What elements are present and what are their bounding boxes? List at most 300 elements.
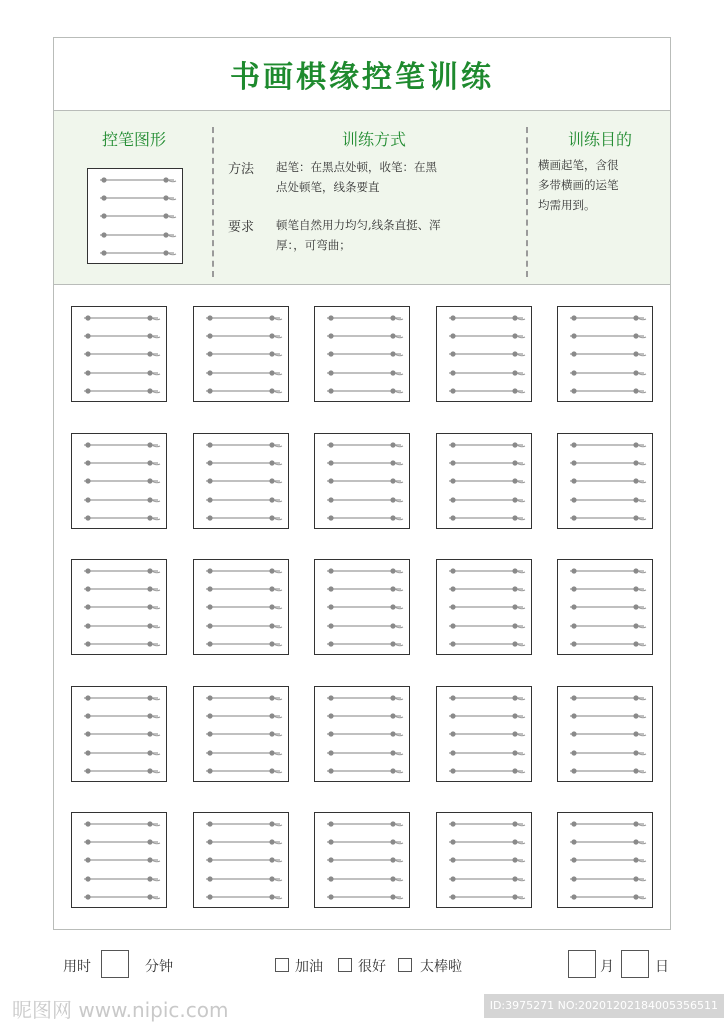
start-dot [85, 370, 90, 375]
start-dot [207, 894, 212, 899]
practice-stroke-lines [194, 813, 290, 909]
start-dot [85, 821, 90, 826]
end-dot [633, 623, 638, 628]
title-row [54, 38, 670, 111]
end-dot [390, 821, 395, 826]
stroke-line [84, 839, 160, 844]
end-dot [269, 731, 274, 736]
start-dot [450, 623, 455, 628]
stroke-line [206, 351, 282, 356]
stroke-line [206, 894, 282, 899]
stroke-line [449, 641, 525, 646]
practice-card [71, 433, 167, 529]
checkbox-excellent[interactable] [398, 958, 412, 972]
end-dot [147, 695, 152, 700]
start-dot [101, 232, 106, 237]
end-dot [269, 370, 274, 375]
end-dot [512, 750, 517, 755]
start-dot [85, 695, 90, 700]
stroke-line [327, 750, 403, 755]
start-dot [571, 497, 576, 502]
end-dot [390, 604, 395, 609]
stroke-line [206, 442, 282, 447]
stroke-line [570, 604, 646, 609]
start-dot [85, 731, 90, 736]
footer [0, 990, 724, 1024]
practice-card [193, 306, 289, 402]
stroke-line [100, 213, 176, 218]
end-dot [147, 731, 152, 736]
end-dot [633, 641, 638, 646]
start-dot [207, 478, 212, 483]
start-dot [85, 768, 90, 773]
stroke-line [206, 568, 282, 573]
stroke-line [449, 750, 525, 755]
method-line-2: 点处顿笔，线条要直 [276, 180, 380, 194]
stroke-line [449, 515, 525, 520]
stroke-line [327, 857, 403, 862]
end-dot [512, 821, 517, 826]
stroke-line [206, 876, 282, 881]
stroke-line [570, 351, 646, 356]
end-dot [512, 351, 517, 356]
start-dot [571, 894, 576, 899]
start-dot [450, 568, 455, 573]
stroke-line [570, 876, 646, 881]
end-dot [269, 460, 274, 465]
start-dot [450, 478, 455, 483]
start-dot [207, 497, 212, 502]
start-dot [571, 839, 576, 844]
divider-2 [526, 127, 528, 277]
start-dot [101, 250, 106, 255]
end-dot [269, 623, 274, 628]
practice-stroke-lines [437, 813, 533, 909]
sample-pattern-card [87, 168, 183, 264]
checkbox-keep-going[interactable] [275, 958, 289, 972]
start-dot [207, 515, 212, 520]
start-dot [85, 460, 90, 465]
stroke-line [570, 623, 646, 628]
end-dot [512, 641, 517, 646]
start-dot [328, 568, 333, 573]
end-dot [147, 750, 152, 755]
stroke-line [206, 857, 282, 862]
end-dot [633, 478, 638, 483]
stroke-line [327, 568, 403, 573]
end-dot [390, 857, 395, 862]
stroke-line [449, 478, 525, 483]
practice-stroke-lines [194, 560, 290, 656]
practice-stroke-lines [72, 307, 168, 403]
end-dot [633, 695, 638, 700]
stroke-line [206, 821, 282, 826]
end-dot [147, 894, 152, 899]
start-dot [450, 604, 455, 609]
end-dot [512, 713, 517, 718]
page-title: 书画棋缘控笔训练 [230, 60, 494, 95]
stroke-line [570, 388, 646, 393]
stroke-line [84, 641, 160, 646]
start-dot [328, 623, 333, 628]
stroke-line [84, 713, 160, 718]
stroke-line [206, 497, 282, 502]
practice-card [436, 686, 532, 782]
stroke-line [327, 876, 403, 881]
stroke-line [84, 333, 160, 338]
start-dot [450, 731, 455, 736]
divider-1 [212, 127, 214, 277]
end-dot [512, 442, 517, 447]
image-id: ID:3975271 NO:20201202184005356511 [484, 994, 724, 1018]
end-dot [147, 821, 152, 826]
col-head-purpose: 训练目的 [567, 130, 632, 149]
end-dot [390, 894, 395, 899]
stroke-line [206, 604, 282, 609]
end-dot [512, 388, 517, 393]
month-label: 月 [600, 959, 614, 975]
start-dot [207, 442, 212, 447]
stroke-line [84, 370, 160, 375]
practice-stroke-lines [437, 434, 533, 530]
start-dot [207, 641, 212, 646]
watermark: 昵图网 www.nipic.com [12, 998, 229, 1022]
end-dot [269, 768, 274, 773]
stroke-line [84, 388, 160, 393]
stroke-line [206, 586, 282, 591]
end-dot [390, 750, 395, 755]
start-dot [571, 768, 576, 773]
practice-card [436, 812, 532, 908]
end-dot [269, 695, 274, 700]
end-dot [147, 641, 152, 646]
practice-card [314, 306, 410, 402]
stroke-line [206, 515, 282, 520]
stroke-line [84, 821, 160, 826]
start-dot [328, 586, 333, 591]
stroke-line [327, 839, 403, 844]
end-dot [147, 876, 152, 881]
practice-card [71, 559, 167, 655]
stroke-line [100, 232, 176, 237]
start-dot [571, 442, 576, 447]
start-dot [571, 731, 576, 736]
stroke-line [84, 442, 160, 447]
practice-card [193, 812, 289, 908]
stroke-line [449, 857, 525, 862]
day-box[interactable] [621, 950, 649, 978]
start-dot [207, 695, 212, 700]
practice-stroke-lines [315, 813, 411, 909]
start-dot [101, 177, 106, 182]
start-dot [328, 731, 333, 736]
end-dot [512, 731, 517, 736]
stroke-line [206, 695, 282, 700]
start-dot [450, 497, 455, 502]
col-head-pattern: 控笔图形 [101, 130, 166, 149]
opt-keep-going: 加油 [295, 959, 323, 975]
stroke-line [449, 586, 525, 591]
start-dot [571, 857, 576, 862]
end-dot [269, 821, 274, 826]
stroke-line [570, 821, 646, 826]
end-dot [147, 839, 152, 844]
end-dot [147, 497, 152, 502]
start-dot [207, 731, 212, 736]
end-dot [390, 497, 395, 502]
purpose-line-2: 多带横画的运笔 [538, 178, 619, 192]
start-dot [571, 568, 576, 573]
end-dot [633, 388, 638, 393]
minute-label: 分钟 [145, 959, 173, 975]
end-dot [390, 388, 395, 393]
method-line-1: 起笔：在黑点处顿，收笔：在黑 [276, 160, 437, 174]
end-dot [269, 315, 274, 320]
end-dot [147, 442, 152, 447]
end-dot [390, 731, 395, 736]
practice-stroke-lines [72, 687, 168, 783]
start-dot [328, 478, 333, 483]
start-dot [571, 876, 576, 881]
stroke-line [449, 768, 525, 773]
end-dot [269, 857, 274, 862]
start-dot [328, 695, 333, 700]
practice-stroke-lines [72, 813, 168, 909]
month-box[interactable] [568, 950, 596, 978]
practice-stroke-lines [558, 560, 654, 656]
end-dot [512, 568, 517, 573]
stroke-line [206, 731, 282, 736]
stroke-line [327, 478, 403, 483]
day-label: 日 [655, 959, 669, 975]
start-dot [85, 497, 90, 502]
practice-card [71, 686, 167, 782]
practice-stroke-lines [437, 307, 533, 403]
stroke-line [206, 460, 282, 465]
start-dot [328, 839, 333, 844]
start-dot [450, 351, 455, 356]
end-dot [269, 478, 274, 483]
stroke-line [570, 750, 646, 755]
start-dot [85, 388, 90, 393]
start-dot [207, 460, 212, 465]
stroke-line [84, 568, 160, 573]
stroke-line [206, 641, 282, 646]
start-dot [101, 195, 106, 200]
start-dot [450, 695, 455, 700]
practice-card [71, 812, 167, 908]
stroke-line [570, 586, 646, 591]
practice-card [557, 812, 653, 908]
stroke-line [84, 478, 160, 483]
end-dot [390, 460, 395, 465]
start-dot [328, 857, 333, 862]
practice-stroke-lines [194, 434, 290, 530]
stroke-line [327, 370, 403, 375]
stroke-line [449, 568, 525, 573]
start-dot [571, 821, 576, 826]
start-dot [450, 894, 455, 899]
practice-card [436, 559, 532, 655]
end-dot [390, 586, 395, 591]
stroke-line [206, 315, 282, 320]
start-dot [571, 351, 576, 356]
end-dot [269, 839, 274, 844]
stroke-line [100, 250, 176, 255]
end-dot [147, 515, 152, 520]
end-dot [390, 333, 395, 338]
stroke-line [84, 768, 160, 773]
purpose-line-3: 均需用到。 [538, 198, 596, 212]
start-dot [85, 568, 90, 573]
end-dot [269, 894, 274, 899]
end-dot [163, 195, 168, 200]
practice-card [557, 433, 653, 529]
start-dot [207, 568, 212, 573]
start-dot [571, 695, 576, 700]
start-dot [571, 370, 576, 375]
start-dot [571, 623, 576, 628]
start-dot [571, 515, 576, 520]
stroke-line [327, 460, 403, 465]
stroke-line [206, 713, 282, 718]
end-dot [512, 315, 517, 320]
stroke-line [84, 894, 160, 899]
practice-stroke-lines [315, 307, 411, 403]
start-dot [85, 839, 90, 844]
practice-card [193, 559, 289, 655]
method-label: 方法 [228, 162, 255, 177]
end-dot [147, 604, 152, 609]
end-dot [390, 315, 395, 320]
end-dot [633, 515, 638, 520]
start-dot [450, 768, 455, 773]
stroke-line [449, 894, 525, 899]
practice-card [314, 433, 410, 529]
start-dot [571, 478, 576, 483]
stroke-line [327, 351, 403, 356]
stroke-line [327, 641, 403, 646]
start-dot [207, 768, 212, 773]
start-dot [450, 315, 455, 320]
start-dot [207, 370, 212, 375]
start-dot [450, 515, 455, 520]
end-dot [390, 839, 395, 844]
stroke-line [570, 857, 646, 862]
end-dot [147, 623, 152, 628]
stroke-line [570, 333, 646, 338]
end-dot [633, 333, 638, 338]
stroke-line [327, 821, 403, 826]
end-dot [147, 370, 152, 375]
end-dot [269, 568, 274, 573]
start-dot [571, 388, 576, 393]
start-dot [328, 351, 333, 356]
start-dot [328, 460, 333, 465]
stroke-line [327, 713, 403, 718]
practice-card [193, 433, 289, 529]
end-dot [512, 497, 517, 502]
stroke-line [570, 768, 646, 773]
end-dot [269, 515, 274, 520]
end-dot [163, 177, 168, 182]
start-dot [571, 333, 576, 338]
stroke-line [449, 497, 525, 502]
end-dot [147, 351, 152, 356]
end-dot [147, 478, 152, 483]
start-dot [328, 315, 333, 320]
end-dot [147, 586, 152, 591]
end-dot [633, 370, 638, 375]
start-dot [571, 713, 576, 718]
checkbox-very-good[interactable] [338, 958, 352, 972]
stroke-line [84, 351, 160, 356]
end-dot [147, 568, 152, 573]
end-dot [633, 497, 638, 502]
end-dot [269, 750, 274, 755]
end-dot [147, 857, 152, 862]
end-dot [269, 388, 274, 393]
start-dot [207, 351, 212, 356]
stroke-line [84, 695, 160, 700]
end-dot [633, 750, 638, 755]
start-dot [85, 478, 90, 483]
start-dot [207, 876, 212, 881]
end-dot [147, 333, 152, 338]
purpose-line-1: 横画起笔，含很 [538, 158, 619, 172]
end-dot [512, 768, 517, 773]
end-dot [512, 623, 517, 628]
stroke-line [327, 586, 403, 591]
end-dot [633, 768, 638, 773]
stroke-line [84, 497, 160, 502]
practice-stroke-lines [558, 687, 654, 783]
start-dot [450, 442, 455, 447]
start-dot [207, 839, 212, 844]
start-dot [207, 333, 212, 338]
end-dot [269, 876, 274, 881]
start-dot [328, 641, 333, 646]
practice-stroke-lines [315, 434, 411, 530]
start-dot [207, 586, 212, 591]
practice-card [314, 812, 410, 908]
end-dot [269, 442, 274, 447]
end-dot [633, 460, 638, 465]
start-dot [450, 460, 455, 465]
stroke-line [449, 370, 525, 375]
end-dot [512, 894, 517, 899]
practice-card [436, 433, 532, 529]
time-box[interactable] [101, 950, 129, 978]
stroke-line [327, 695, 403, 700]
end-dot [269, 497, 274, 502]
stroke-line [449, 604, 525, 609]
practice-stroke-lines [315, 560, 411, 656]
start-dot [450, 750, 455, 755]
stroke-line [570, 695, 646, 700]
practice-card [557, 559, 653, 655]
end-dot [269, 641, 274, 646]
practice-card [314, 686, 410, 782]
stroke-line [449, 695, 525, 700]
practice-card [71, 306, 167, 402]
stroke-line [84, 604, 160, 609]
stroke-line [570, 713, 646, 718]
require-line-2: 厚：，可弯曲； [276, 238, 351, 252]
practice-card [436, 306, 532, 402]
practice-card [314, 559, 410, 655]
col-head-method: 训练方式 [341, 130, 406, 149]
